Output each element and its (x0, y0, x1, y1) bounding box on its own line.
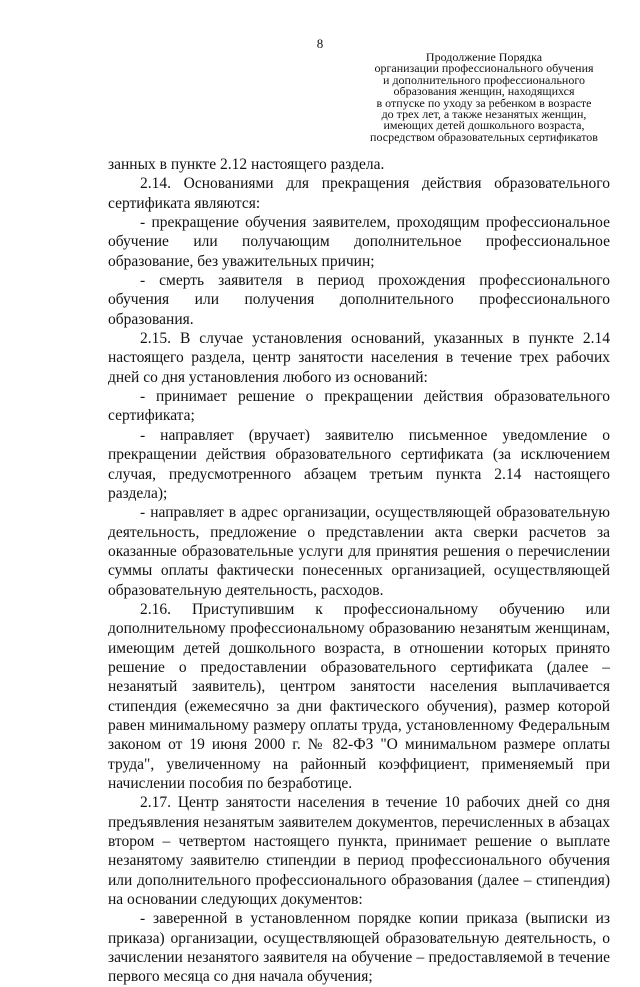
list-item: - принимает решение о прекращении действия образовательного сертификата; (108, 388, 610, 425)
list-item: - заверенной в установленном порядке копии приказа (выписки из приказа) организации, осуществляющей образовательную деятельность, о зачислении незанятого заявителя на обучение – предоставляемой в течение первого месяца со дня начала обучения; (108, 910, 610, 986)
running-header (352, 52, 616, 143)
running-header-line: образования женщин, находящихся (393, 84, 575, 99)
running-header-line: до трех лет, а также незанятых женщин, (381, 107, 587, 122)
list-item: - направляет (вручает) заявителю письменное уведомление о прекращении действия образовательного сертификата (за исключением случая, предусмотренного абзацем третьим пункта 2.14 настоящего раздела); (108, 426, 610, 502)
paragraph-2-17: 2.17. Центр занятости населения в течение 10 рабочих дней со дня предъявления незанятым заявителем документов, перечисленных в абзацах втором – четвертом настоящего пункта, принимает решение о выплате незанятому заявителю стипендии в период профессионального обучения или дополнительного профессионального образования (далее – стипендия) на основании следующих документов: (108, 794, 610, 909)
paragraph-2-15: 2.15. В случае установления оснований, указанных в пункте 2.14 настоящего раздела, центр занятости населения в течение трех рабочих дней со дня установления любого из оснований: (108, 330, 610, 386)
running-header-line: посредством образовательных сертификатов (370, 129, 598, 144)
list-item: - направляет в адрес организации, осуществляющей образовательную деятельность, предложение о представлении акта сверки расчетов за оказанные образовательные услуги для принятия решения о перечислении суммы оплаты фактически понесенных организацией, осуществляющей образовательную деятельность, расходов. (108, 504, 610, 599)
body-text (108, 155, 610, 987)
paragraph-2-14: 2.14. Основаниями для прекращения действия образовательного сертификата являются: (108, 175, 610, 212)
page-number: 8 (316, 36, 324, 51)
running-header-line: и дополнительного профессионального (383, 72, 585, 87)
running-header-line: в отпуске по уходу за ребенком в возрасте (376, 95, 592, 110)
list-item: - прекращение обучения заявителем, проходящим профессиональное обучение или получающим дополнительное профессиональное образование, без уважительных причин; (108, 214, 610, 270)
paragraph-2-16: 2.16. Приступившим к профессиональному обучению или дополнительному профессиональному образованию незанятым женщинам, имеющим детей дошкольного возраста, в отношении которых принято решение о предоставлении образовательного сертификата (далее – незанятый заявитель), центром занятости населения выплачивается стипендия (ежемесячно за дни фактического обучения), размер которой равен минимальному размеру оплаты труда, установленному Федеральным законом от 19 июня 2000 г. № 82-ФЗ "О минимальном размере оплаты труда", увеличенному на районный коэффициент, применяемый при начислении пособия по безработице. (108, 600, 610, 792)
running-header-line: имеющих детей дошкольного возраста, (383, 118, 585, 133)
running-header-line: Продолжение Порядка (425, 50, 543, 64)
list-item: - смерть заявителя в период прохождения профессионального обучения или получения дополнительного профессионального образования. (108, 272, 610, 328)
running-header-line: организации профессионального обучения (374, 61, 594, 76)
paragraph: занных в пункте 2.12 настоящего раздела. (108, 156, 385, 173)
